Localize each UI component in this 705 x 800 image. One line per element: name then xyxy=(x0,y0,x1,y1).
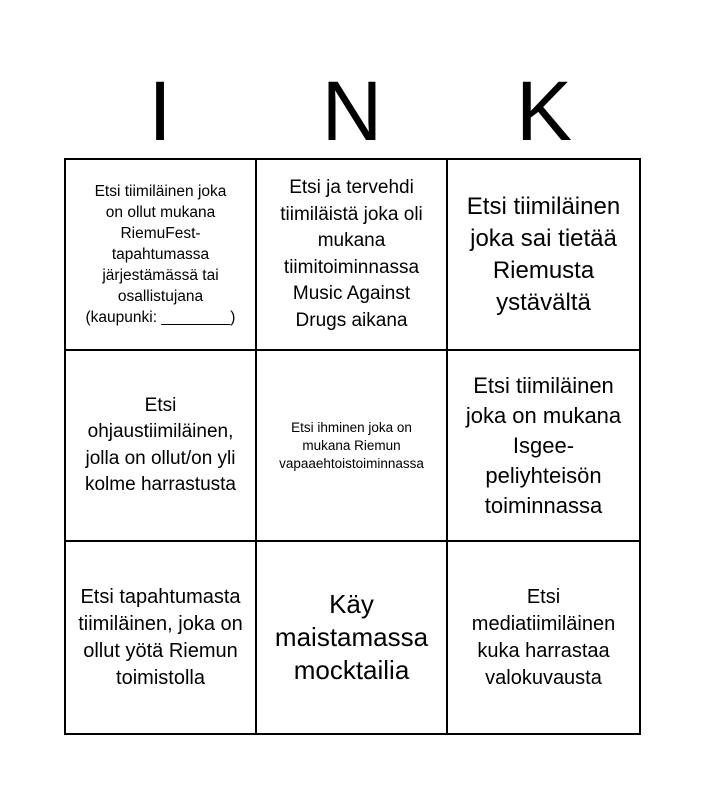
bingo-cell-1[interactable] xyxy=(66,160,257,351)
bingo-cell-text: Etsi ohjaustiimiläinen, jolla on ollut/on yli kolme harrastusta xyxy=(84,394,236,495)
bingo-header xyxy=(64,66,641,156)
bingo-cell-8[interactable] xyxy=(257,542,448,733)
bingo-cell-text: Etsi tapahtumasta tiimiläinen, joka on ollut yötä Riemun toimistolla xyxy=(78,585,243,689)
bingo-cell-6[interactable] xyxy=(448,351,639,542)
bingo-cell-text: Etsi ja tervehdi tiimiläistä joka oli mukana tiimitoiminnassa Music Against Drugs aikana xyxy=(280,177,423,331)
bingo-cell-text: Käy maistamassa mocktailia xyxy=(274,589,429,685)
bingo-cell-text: Etsi tiimiläinen joka on ollut mukana RiemuFest-tapahtumassa järjestämässä tai osallistujana (kaupunki: ________) xyxy=(85,183,236,326)
bingo-cell-text: Etsi tiimiläinen joka sai tietää Riemusta ystävältä xyxy=(466,192,621,316)
bingo-cell-2[interactable] xyxy=(257,160,448,351)
header-letter-3: K xyxy=(515,64,573,158)
bingo-cell-3[interactable] xyxy=(448,160,639,351)
bingo-cell-7[interactable] xyxy=(66,542,257,733)
bingo-cell-text: Etsi mediatiimiläinen kuka harrastaa valokuvausta xyxy=(471,585,616,689)
header-letter-2: N xyxy=(321,64,383,158)
bingo-cell-4[interactable] xyxy=(66,351,257,542)
bingo-cell-text: Etsi tiimiläinen joka on mukana Isgee-peliyhteisön toiminnassa xyxy=(465,372,622,518)
header-letter-1: I xyxy=(148,64,172,158)
bingo-cell-9[interactable] xyxy=(448,542,639,733)
bingo-cell-5[interactable] xyxy=(257,351,448,542)
bingo-cell-text: Etsi ihminen joka on mukana Riemun vapaaehtoistoiminnassa xyxy=(279,419,424,471)
bingo-grid xyxy=(64,158,641,735)
